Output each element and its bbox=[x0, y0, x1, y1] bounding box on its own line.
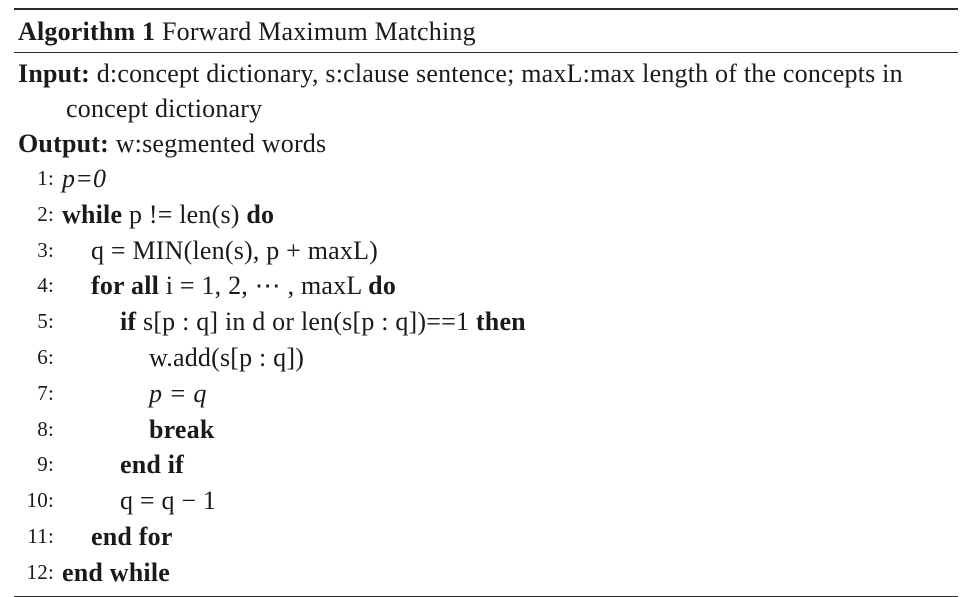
code-line-4 bbox=[14, 268, 958, 304]
line-text: i = 1, 2, ⋯ , maxL bbox=[165, 271, 362, 301]
line-number: 8: bbox=[37, 416, 54, 441]
line-number: 9: bbox=[37, 452, 54, 477]
code-line-11 bbox=[14, 519, 958, 555]
line-code bbox=[91, 233, 378, 269]
line-text: w.add(s[p : q]) bbox=[149, 342, 305, 372]
code-line-8 bbox=[14, 412, 958, 448]
code-line-2 bbox=[14, 197, 958, 233]
line-code bbox=[62, 555, 170, 591]
line-code bbox=[120, 483, 216, 519]
input-spec bbox=[14, 56, 958, 126]
code-line-10 bbox=[14, 483, 958, 519]
line-number: 6: bbox=[37, 344, 54, 369]
line-number: 5: bbox=[37, 309, 54, 334]
algorithm-caption bbox=[14, 10, 958, 49]
line-code bbox=[62, 161, 106, 197]
keyword-then: then bbox=[475, 307, 526, 337]
caption-label: Algorithm 1 bbox=[18, 17, 156, 46]
keyword-if: if bbox=[120, 307, 137, 337]
line-code bbox=[149, 340, 304, 376]
line-number: 2: bbox=[37, 201, 54, 226]
code-line-3 bbox=[14, 233, 958, 269]
keyword-do: do bbox=[246, 199, 275, 229]
code-line-7 bbox=[14, 376, 958, 412]
line-number: 3: bbox=[37, 237, 54, 262]
line-text: p=0 bbox=[62, 164, 107, 193]
code-line-5 bbox=[14, 304, 958, 340]
input-label: Input: bbox=[18, 59, 91, 88]
caption-title: Forward Maximum Matching bbox=[161, 17, 476, 46]
line-text: s[p : q] in d or len(s[p : q])==1 bbox=[143, 307, 470, 337]
keyword-break: break bbox=[149, 414, 215, 444]
keyword-end-for: end for bbox=[91, 521, 173, 551]
line-number: 7: bbox=[37, 380, 54, 405]
line-number: 11: bbox=[27, 523, 54, 548]
code-line-12 bbox=[14, 555, 958, 591]
line-text: q = q − 1 bbox=[120, 486, 217, 516]
algorithm-body bbox=[14, 53, 958, 591]
bottom-rule bbox=[14, 596, 958, 597]
line-code bbox=[149, 412, 215, 448]
line-code bbox=[91, 519, 173, 555]
code-line-6 bbox=[14, 340, 958, 376]
line-text: p = q bbox=[149, 378, 207, 408]
keyword-end-if: end if bbox=[120, 450, 185, 480]
line-number: 1: bbox=[37, 166, 54, 190]
output-spec bbox=[14, 126, 958, 161]
output-label: Output: bbox=[18, 129, 109, 158]
keyword-while: while bbox=[62, 199, 123, 229]
line-number: 10: bbox=[26, 488, 54, 513]
line-code bbox=[62, 197, 274, 233]
keyword-end-while: end while bbox=[62, 557, 170, 587]
line-text: q = MIN(len(s), p + maxL) bbox=[91, 235, 379, 265]
output-text: w:segmented words bbox=[115, 129, 327, 158]
line-number: 12: bbox=[26, 559, 54, 584]
line-text: p != len(s) bbox=[128, 199, 240, 229]
code-line-1 bbox=[14, 161, 958, 197]
input-text: d:concept dictionary, s:clause sentence; maxL:max length of the concepts in concept dictionary bbox=[66, 59, 903, 123]
line-number: 4: bbox=[37, 273, 54, 298]
keyword-for-all: for all bbox=[91, 271, 160, 301]
algorithm-block bbox=[14, 8, 958, 597]
line-code bbox=[120, 447, 184, 483]
line-code bbox=[91, 268, 396, 304]
line-code bbox=[120, 304, 526, 340]
code-line-9 bbox=[14, 447, 958, 483]
keyword-do: do bbox=[368, 271, 397, 301]
line-code bbox=[149, 376, 207, 412]
